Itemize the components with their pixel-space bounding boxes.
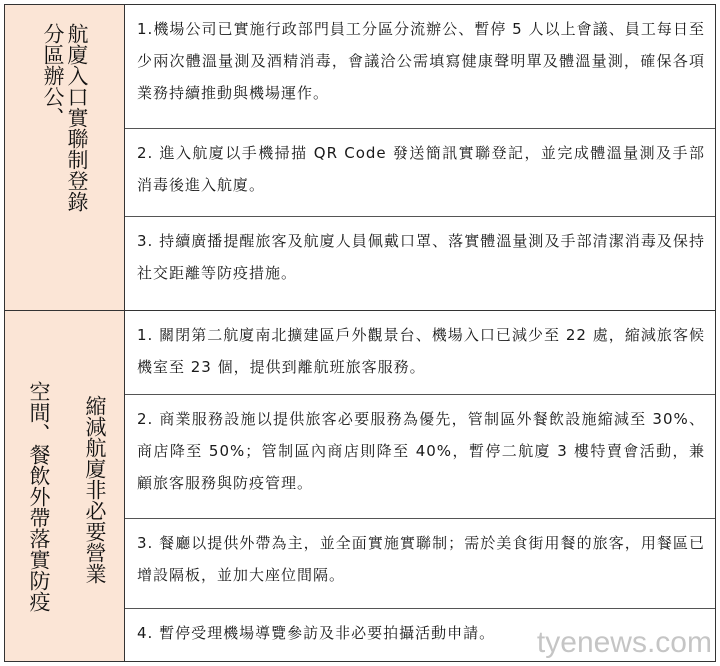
- measures-table: [4, 4, 716, 662]
- section-office-entry: [5, 5, 715, 311]
- item-list-reduce-business: [125, 311, 715, 661]
- list-item: 1.機場公司已實施行政部門員工分區分流辦公、暫停 5 人以上會議、員工每日至少兩次體溫量測及酒精消毒，會議洽公需填寫健康聲明單及體溫量測，確保各項業務持續推動與機場運作。: [125, 5, 715, 129]
- list-item: 3. 持續廣播提醒旅客及航廈人員佩戴口罩、落實體溫量測及手部清潔消毒及保持社交距離等防疫措施。: [137, 232, 705, 282]
- watermark: tyenews.com: [536, 626, 712, 659]
- category-line-1: 分區辦公、: [41, 23, 65, 128]
- list-item: 1. 關閉第二航廈南北擴建區戶外觀景台、機場入口已減少至 22 處，縮減旅客候機室至 23 個，提供到離航班旅客服務。: [125, 311, 715, 395]
- category-line-2: 航廈入口實聯制登錄: [65, 23, 89, 212]
- list-item: 3. 餐廳以提供外帶為主，並全面實施實聯制；需於美食街用餐的旅客，用餐區已增設隔板，並加大座位間隔。: [125, 519, 715, 609]
- list-item: 4. 暫停受理機場導覽參訪及非必要拍攝活動申請。: [137, 624, 496, 642]
- category-cell-office-entry: [5, 5, 125, 310]
- item-list-office-entry: [125, 5, 715, 310]
- list-item: 2. 商業服務設施以提供旅客必要服務為優先，管制區外餐飲設施縮減至 30%、商店降至 50%；管制區內商店則降至 40%，暫停二航廈 3 樓特賣會活動，兼顧旅客服務與防疫管理。: [125, 395, 715, 519]
- section-reduce-business: [5, 311, 715, 661]
- category-line-2: 空間、餐飲外帶落實防疫: [27, 381, 51, 612]
- list-item: 2. 進入航廈以手機掃描 QR Code 發送簡訊實聯登記，並完成體溫量測及手部消毒後進入航廈。: [125, 129, 715, 217]
- category-line-1: 縮減航廈非必要營業: [83, 395, 107, 584]
- category-cell-reduce-business: [5, 311, 125, 661]
